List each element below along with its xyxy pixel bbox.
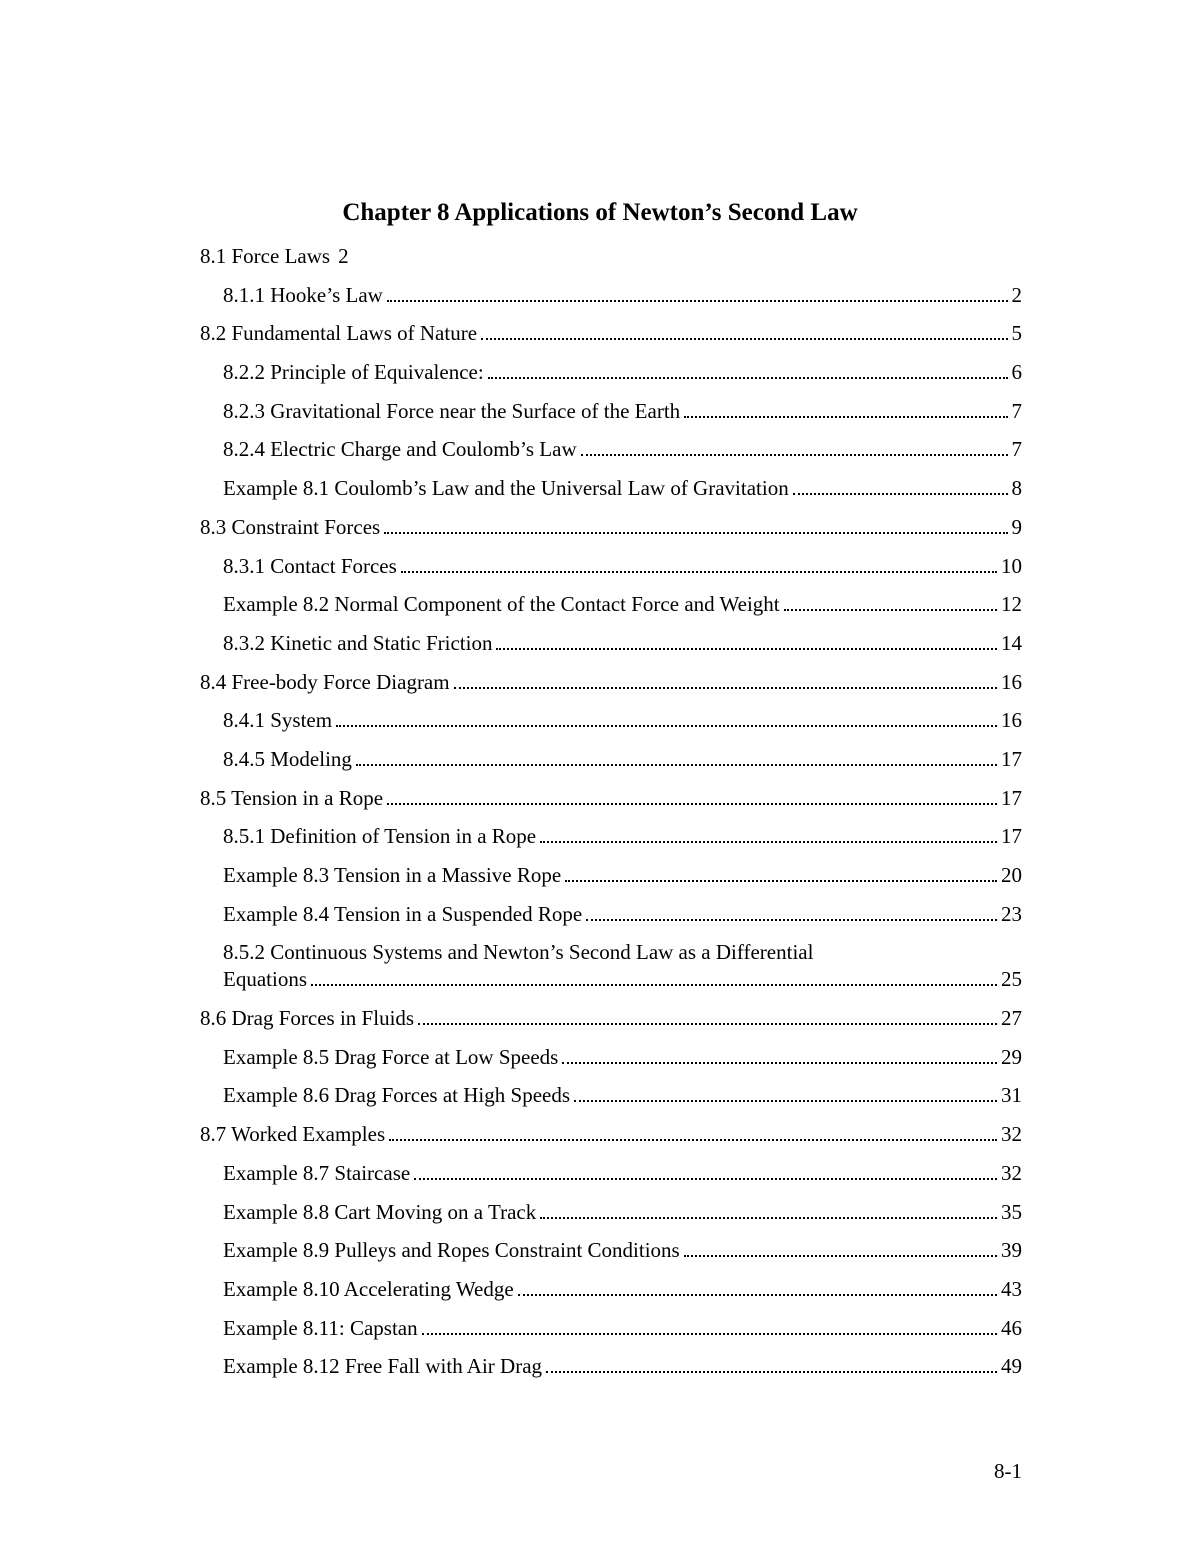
dot-leader [546,1371,997,1373]
toc-page-number: 5 [1011,321,1022,346]
toc-entry-label: Example 8.8 Cart Moving on a Track [223,1199,537,1224]
toc-entry[interactable] [200,746,1022,773]
dot-leader [684,1255,997,1257]
toc-page-number: 32 [1001,1160,1022,1185]
toc-page-number: 17 [1001,746,1022,771]
toc-entry[interactable] [200,436,1022,463]
toc-entry[interactable] [200,1160,1022,1187]
toc-page-number: 7 [1011,437,1022,462]
toc-entry-label: Example 8.5 Drag Force at Low Speeds [223,1044,559,1069]
toc-entry[interactable] [200,901,1022,928]
toc-page-number: 9 [1011,514,1022,539]
toc-page-number: 23 [1001,901,1022,926]
toc-entry-label: Example 8.2 Normal Component of the Contact Force and Weight [223,592,780,617]
toc-page-number: 17 [1001,824,1022,849]
dot-leader [562,1062,997,1064]
dot-leader [481,338,1007,340]
toc-entry-label: 8.7 Worked Examples [200,1122,386,1147]
table-of-contents [200,243,1022,1392]
dot-leader [311,984,997,986]
toc-page-number: 20 [1001,863,1022,887]
toc-page-number: 14 [1001,630,1022,655]
dot-leader [496,648,997,650]
toc-page-number: 29 [1001,1044,1022,1069]
dot-leader [574,1100,997,1102]
dot-leader [586,919,997,921]
toc-entry-label-continued: Equations [223,967,307,992]
toc-entry-label: Example 8.10 Accelerating Wedge [223,1276,514,1301]
toc-entry-label: 8.5.1 Definition of Tension in a Rope [223,824,537,849]
toc-entry[interactable] [200,669,1022,696]
toc-page-number: 2 [338,244,349,268]
dot-leader [384,532,1007,534]
toc-page-number: 46 [1001,1315,1022,1340]
toc-entry-label: 8.3.1 Contact Forces [223,553,397,578]
toc-page-number: 16 [1001,669,1022,694]
toc-entry-label: 8.1 Force Laws [200,244,331,268]
toc-entry[interactable] [200,359,1022,386]
dot-leader [784,609,997,611]
toc-entry[interactable] [200,1353,1022,1380]
toc-entry[interactable] [200,553,1022,580]
toc-page-number: 39 [1001,1238,1022,1263]
toc-entry-label: 8.4 Free-body Force Diagram [200,669,450,694]
toc-entry-label: Example 8.6 Drag Forces at High Speeds [223,1083,571,1108]
dot-leader [488,377,1008,379]
toc-entry[interactable] [200,1005,1022,1032]
toc-entry-label: 8.3 Constraint Forces [200,514,381,539]
toc-entry[interactable] [200,1082,1022,1109]
toc-page-number: 35 [1001,1199,1022,1224]
toc-entry[interactable] [200,1315,1022,1342]
toc-page-number: 2 [1011,282,1022,307]
chapter-title: Chapter 8 Applications of Newton’s Second Law [342,199,858,226]
toc-page-number: 31 [1001,1083,1022,1108]
toc-entry-label: 8.6 Drag Forces in Fluids [200,1006,415,1031]
toc-entry[interactable] [200,939,1022,993]
toc-entry-label: 8.1.1 Hooke’s Law [223,282,383,307]
toc-entry[interactable] [200,398,1022,425]
toc-page-number: 25 [1001,967,1022,992]
toc-page-number: 43 [1001,1276,1022,1301]
toc-entry[interactable] [200,514,1022,541]
toc-entry-label: 8.2.4 Electric Charge and Coulomb’s Law [223,437,577,462]
toc-page-number: 32 [1001,1122,1022,1147]
toc-page-number: 49 [1001,1354,1022,1379]
dot-leader [793,493,1008,495]
dot-leader [387,803,997,805]
toc-entry[interactable] [200,1044,1022,1071]
toc-entry[interactable] [200,1276,1022,1303]
toc-entry-label: 8.3.2 Kinetic and Static Friction [223,630,493,655]
dot-leader [518,1294,997,1296]
toc-entry-label: Example 8.7 Staircase [223,1160,411,1185]
toc-entry[interactable] [200,823,1022,850]
dot-leader [356,764,997,766]
toc-page-number: 16 [1001,708,1022,733]
toc-entry-label: Example 8.9 Pulleys and Ropes Constraint Conditions [223,1238,680,1263]
dot-leader [454,687,997,689]
toc-page-number: 27 [1001,1006,1022,1031]
dot-leader [414,1178,997,1180]
toc-page-number: 7 [1011,398,1022,423]
page-number-footer: 8-1 [994,1459,1022,1483]
toc-entry-label: Example 8.1 Coulomb’s Law and the Universal Law of Gravitation [223,476,789,501]
toc-entry-label: Example 8.12 Free Fall with Air Drag [223,1354,543,1379]
toc-entry-label: 8.5.2 Continuous Systems and Newton’s Second Law as a Differential [223,940,814,965]
dot-leader [387,300,1008,302]
dot-leader [389,1139,997,1141]
toc-entry[interactable] [200,282,1022,309]
toc-entry[interactable] [200,707,1022,734]
toc-page-number: 8 [1011,476,1022,501]
toc-entry[interactable] [200,320,1022,347]
toc-entry[interactable] [200,243,1022,270]
toc-entry-label: Example 8.11: Capstan [223,1315,418,1340]
dot-leader [581,454,1008,456]
toc-entry-label: 8.4.1 System [223,708,333,733]
toc-page-number: 12 [1001,592,1022,617]
toc-entry[interactable] [200,630,1022,657]
dot-leader [422,1333,997,1335]
toc-entry[interactable] [200,591,1022,618]
toc-entry[interactable] [200,1121,1022,1148]
dot-leader [684,416,1007,418]
dot-leader [401,571,997,573]
toc-entry[interactable] [200,475,1022,502]
toc-page-number: 10 [1001,553,1022,578]
dot-leader [540,1217,997,1219]
toc-page-number: 6 [1011,360,1022,385]
toc-entry-label: 8.2.2 Principle of Equivalence: [223,360,484,385]
dot-leader [540,841,997,843]
dot-leader [418,1023,997,1025]
toc-entry[interactable] [200,785,1022,812]
toc-page-number: 17 [1001,785,1022,810]
toc-entry-label: 8.2 Fundamental Laws of Nature [200,321,478,346]
toc-entry[interactable] [200,1237,1022,1264]
toc-entry-label: 8.4.5 Modeling [223,746,352,771]
toc-entry[interactable] [200,862,1022,889]
toc-entry[interactable] [200,1199,1022,1226]
toc-entry-label: Example 8.3 Tension in a Massive Rope [223,863,562,887]
dot-leader [565,880,997,882]
toc-entry-label: 8.2.3 Gravitational Force near the Surface of the Earth [223,398,681,423]
toc-entry-label: 8.5 Tension in a Rope [200,785,384,810]
dot-leader [336,725,997,727]
toc-entry-label: Example 8.4 Tension in a Suspended Rope [223,901,583,926]
